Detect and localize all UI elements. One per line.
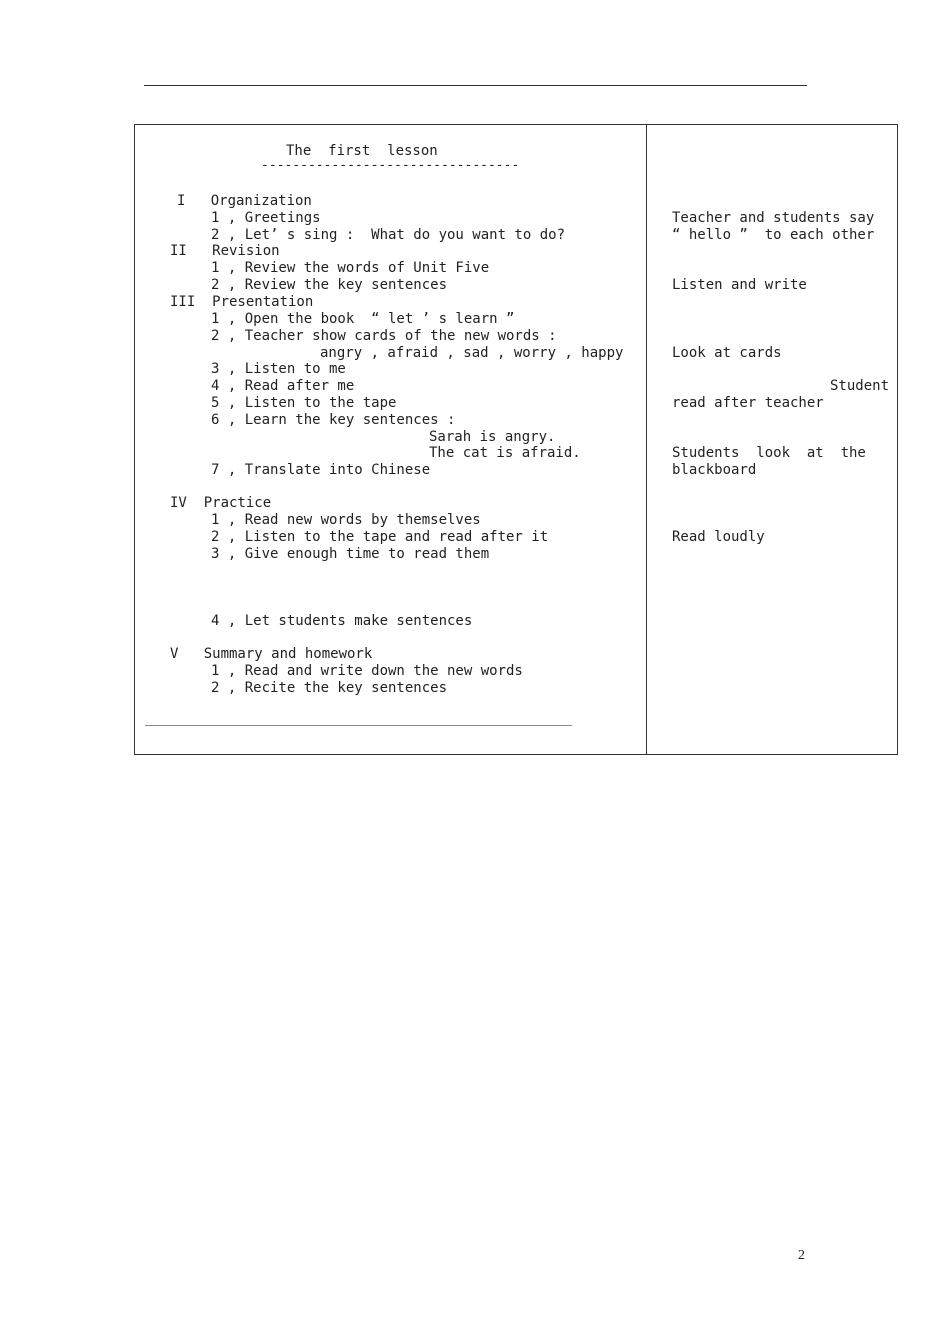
activity-text: Read loudly — [672, 529, 765, 545]
procedure-item: 1 , Open the book “ let ’ s learn ” — [211, 311, 515, 327]
procedure-item: 2 , Review the key sentences — [211, 277, 448, 293]
procedure-item: 6 , Learn the key sentences : — [211, 412, 456, 428]
procedure-item: 2 , Listen to the tape and read after it — [211, 529, 549, 545]
column-divider — [646, 125, 647, 754]
lesson-title: The first lesson — [286, 143, 438, 159]
section-organization: I Organization — [177, 193, 312, 209]
procedure-item: 2 , Teacher show cards of the new words : — [211, 328, 557, 344]
procedure-item: 3 , Listen to me — [211, 361, 346, 377]
procedure-item: 5 , Listen to the tape — [211, 395, 397, 411]
header-rule — [144, 85, 807, 86]
procedure-item: 4 , Read after me — [211, 378, 355, 394]
procedure-item: 1 , Greetings — [211, 210, 321, 226]
procedure-item: 7 , Translate into Chinese — [211, 462, 431, 478]
activity-text: Students look at the — [672, 445, 866, 461]
procedure-item: 1 , Read new words by themselves — [211, 512, 481, 528]
section-revision: II Revision — [170, 243, 280, 259]
activity-text: read after teacher — [672, 395, 824, 411]
procedure-item: 4 , Let students make sentences — [211, 613, 473, 629]
activity-text: “ hello ” to each other — [672, 227, 875, 243]
activity-text: Look at cards — [672, 345, 782, 361]
bottom-rule — [145, 725, 572, 726]
key-sentence: Sarah is angry. — [429, 429, 556, 445]
procedure-item: 1 , Read and write down the new words — [211, 663, 523, 679]
procedure-item: 1 , Review the words of Unit Five — [211, 260, 490, 276]
procedure-item: 2 , Recite the key sentences — [211, 680, 448, 696]
new-words-list: angry , afraid , sad , worry , happy — [320, 345, 624, 361]
activity-text: Student — [830, 378, 890, 394]
section-practice: IV Practice — [170, 495, 272, 511]
procedure-item: 2 , Let’ s sing : What do you want to do? — [211, 227, 566, 243]
key-sentence: The cat is afraid. — [429, 445, 581, 461]
section-presentation: III Presentation — [170, 294, 314, 310]
procedure-item: 3 , Give enough time to read them — [211, 546, 490, 562]
activity-text: Teacher and students say — [672, 210, 875, 226]
activity-text: blackboard — [672, 462, 757, 478]
lesson-plan-table — [134, 124, 898, 755]
title-underline: --------------------------------- — [261, 158, 520, 173]
page-number: 2 — [798, 1248, 805, 1263]
section-summary: V Summary and homework — [170, 646, 373, 662]
activity-text: Listen and write — [672, 277, 807, 293]
